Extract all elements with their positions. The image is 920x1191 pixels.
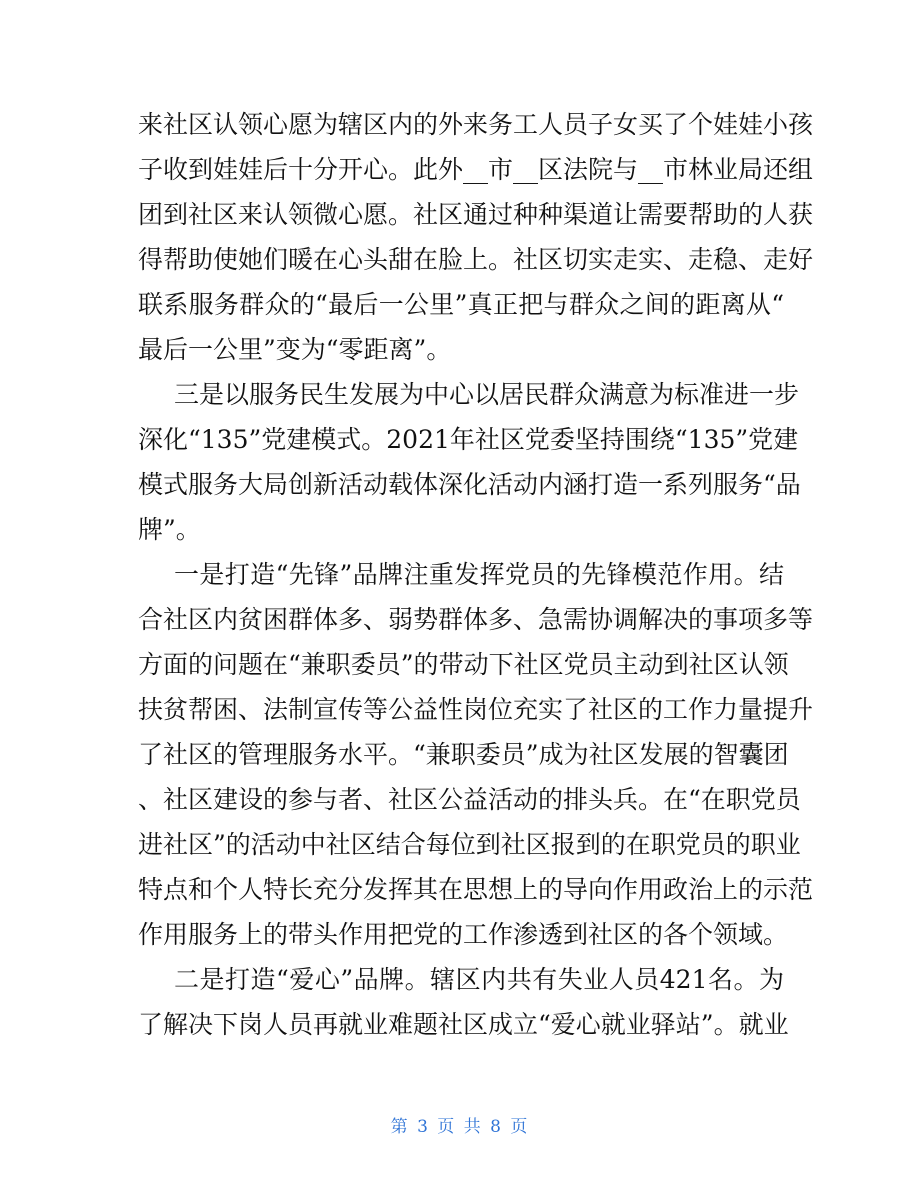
page-number-footer: 第 3 页 共 8 页 (390, 1117, 530, 1137)
text-line: 最后一公里”变为“零距离”。 (138, 335, 452, 364)
paragraph-first-line: 三是以服务民生发展为中心以居民群众满意为标准进一步 (174, 380, 800, 409)
text-line: 特点和个人特长充分发挥其在思想上的导向作用政治上的示范 (138, 875, 814, 904)
text-line: 扶贫帮困、法制宣传等公益性岗位充实了社区的工作力量提升 (138, 695, 814, 724)
document-body (138, 102, 814, 1047)
text-line: 团到社区来认领微心愿。社区通过种种渠道让需要帮助的人获 (138, 200, 814, 229)
text-line: 深化“135”党建模式。2021年社区党委坚持围绕“135”党建 (138, 425, 799, 454)
text-line: 合社区内贫困群体多、弱势群体多、急需协调解决的事项多等 (138, 605, 814, 634)
paragraph-first-line: 一是打造“先锋”品牌注重发挥党员的先锋模范作用。结 (174, 560, 784, 589)
text-line: 作用服务上的带头作用把党的工作渗透到社区的各个领域。 (138, 920, 789, 949)
text-line: 牌”。 (138, 515, 201, 544)
text-line: 子收到娃娃后十分开心。此外__市__区法院与__市林业局还组 (138, 155, 814, 184)
text-line: 、社区建设的参与者、社区公益活动的排头兵。在“在职党员 (138, 785, 801, 814)
text-line: 模式服务大局创新活动载体深化活动内涵打造一系列服务“品 (138, 470, 801, 499)
text-line: 了社区的管理服务水平。“兼职委员”成为社区发展的智囊团 (138, 740, 789, 769)
text-line: 来社区认领心愿为辖区内的外来务工人员子女买了个娃娃小孩 (138, 110, 814, 139)
text-line: 得帮助使她们暖在心头甜在脸上。社区切实走实、走稳、走好 (138, 245, 814, 274)
text-line: 方面的问题在“兼职委员”的带动下社区党员主动到社区认领 (138, 650, 789, 679)
text-line: 进社区”的活动中社区结合每位到社区报到的在职党员的职业 (138, 830, 801, 859)
text-line: 了解决下岗人员再就业难题社区成立“爱心就业驿站”。就业 (138, 1010, 789, 1039)
paragraph-first-line: 二是打造“爱心”品牌。辖区内共有失业人员421名。为 (174, 965, 784, 994)
text-line: 联系服务群众的“最后一公里”真正把与群众之间的距离从“ (138, 290, 784, 319)
